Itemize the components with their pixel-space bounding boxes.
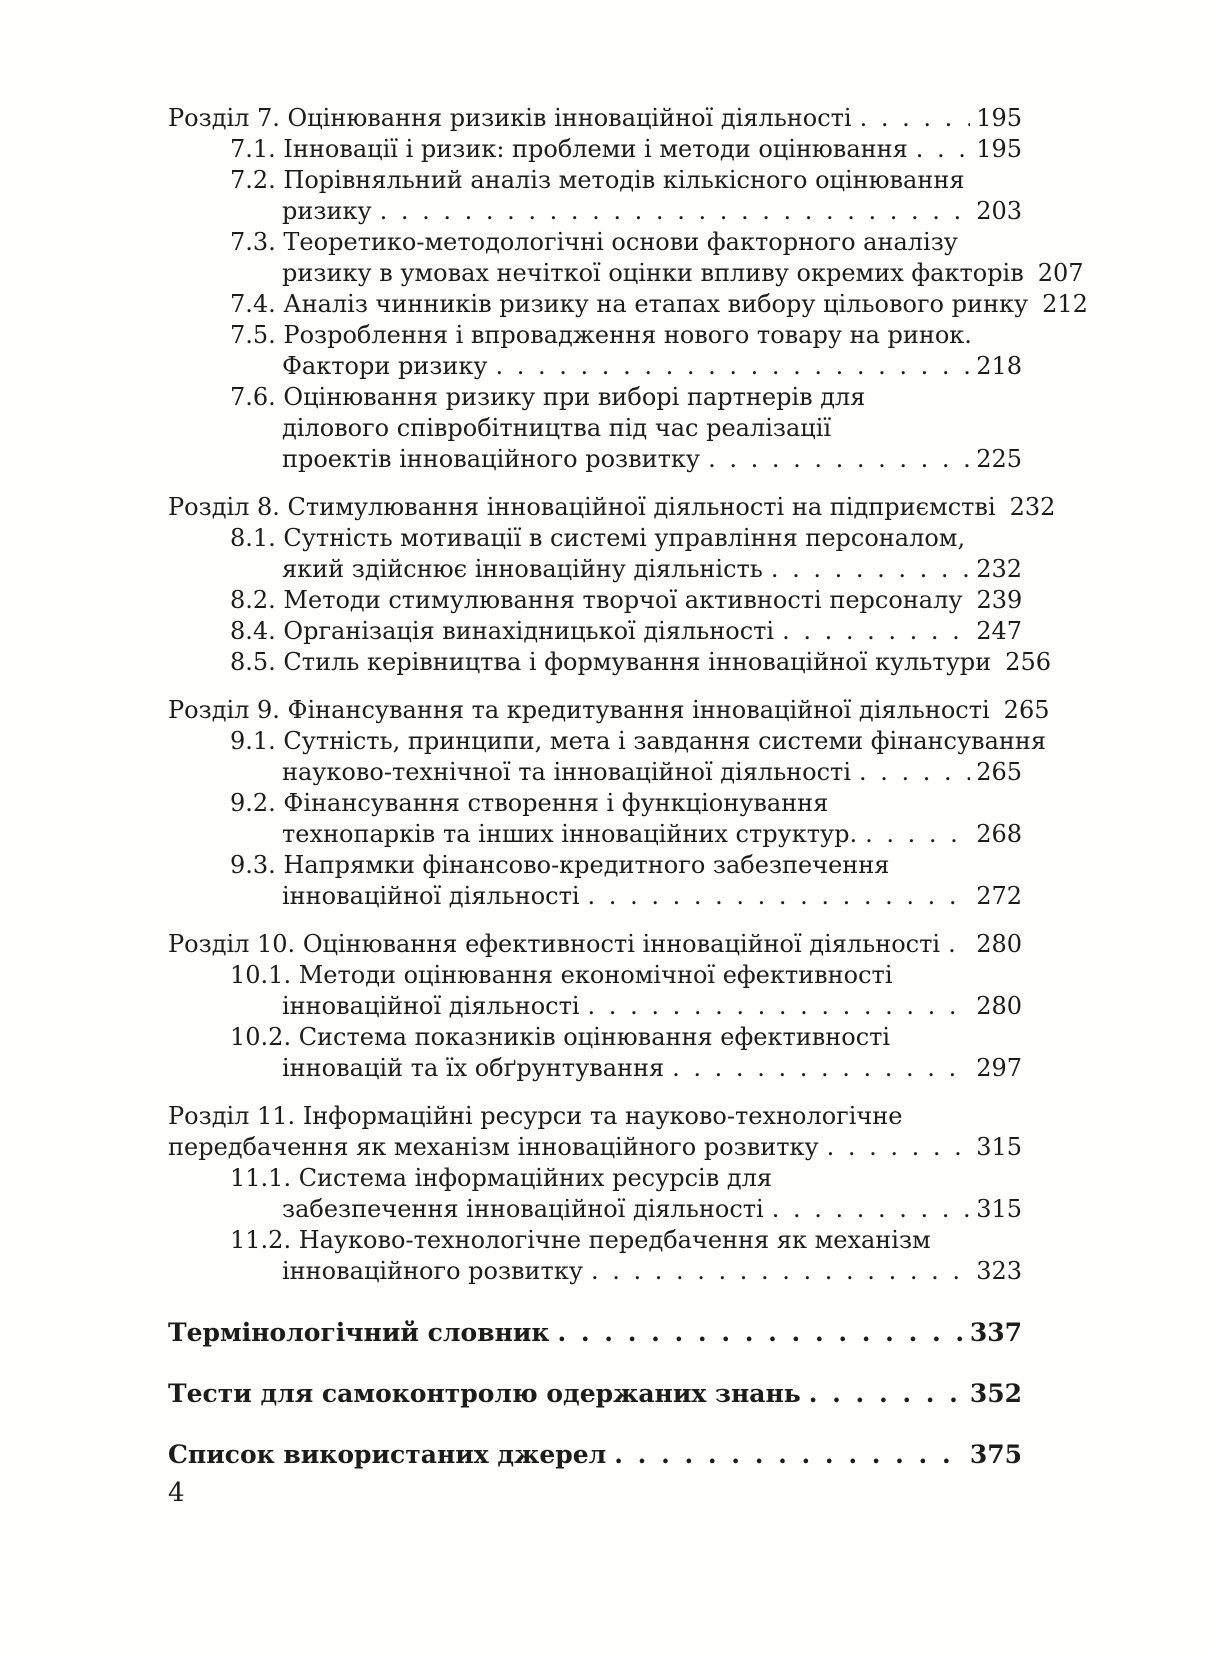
toc-line-text: ризику bbox=[282, 197, 372, 225]
toc-page-number: 323 bbox=[976, 1257, 1022, 1285]
toc-line bbox=[168, 289, 1088, 320]
toc-page-number: 212 bbox=[1042, 290, 1088, 318]
toc-line-text: 10.1. Методи оцінювання економічної ефективності bbox=[230, 961, 893, 989]
toc-line bbox=[168, 881, 1022, 912]
toc-line-text: 7.2. Порівняльний аналіз методів кількісного оцінювання bbox=[230, 166, 965, 194]
toc-line-text: 10.2. Система показників оцінювання ефективності bbox=[230, 1023, 891, 1051]
toc-page-number: 195 bbox=[976, 135, 1022, 163]
toc-line bbox=[168, 196, 1022, 227]
toc-page-number: 352 bbox=[969, 1379, 1022, 1408]
toc-line-text: 8.4. Організація винахідницької діяльності bbox=[230, 617, 775, 645]
toc-line bbox=[168, 647, 1051, 678]
toc-entry-section bbox=[168, 616, 1022, 647]
toc-entry-section bbox=[168, 134, 1022, 165]
toc-line bbox=[168, 960, 1022, 991]
toc-line-text: 7.4. Аналіз чинників ризику на етапах вибору цільового ринку bbox=[230, 290, 1029, 318]
toc-entry-section bbox=[168, 726, 1047, 788]
toc-page-number: 218 bbox=[976, 352, 1022, 380]
toc-entry-chapter bbox=[168, 103, 1022, 134]
toc-entry-section bbox=[168, 1022, 1022, 1084]
toc-line-text: ризику в умовах нечіткої оцінки впливу окремих факторів bbox=[282, 259, 1024, 287]
toc-entry-section bbox=[168, 585, 1022, 616]
toc-line bbox=[168, 616, 1022, 647]
toc-line bbox=[168, 1439, 1022, 1470]
toc-page-number: 225 bbox=[976, 445, 1022, 473]
page-folio: 4 bbox=[168, 1478, 185, 1508]
toc-line-text: 8.1. Сутність мотивації в системі управління персоналом, bbox=[230, 524, 966, 552]
toc-line-text: науково-технічної та інноваційної діяльності bbox=[282, 758, 852, 786]
dot-leader bbox=[809, 1378, 964, 1409]
toc-line bbox=[168, 991, 1022, 1022]
toc-line bbox=[168, 1022, 1022, 1053]
toc-line bbox=[168, 320, 1022, 351]
toc-line bbox=[168, 1317, 1022, 1348]
toc-page-number: 265 bbox=[976, 758, 1022, 786]
toc-line-text: технопарків та інших інноваційних структур. bbox=[282, 820, 858, 848]
toc-line-text: Розділ 8. Стимулювання інноваційної діяльності на підприємстві bbox=[168, 493, 996, 521]
toc-line-text: Розділ 11. Інформаційні ресурси та науково-технологічне bbox=[168, 1102, 903, 1130]
toc-page-number: 280 bbox=[976, 930, 1022, 958]
toc-entry-section bbox=[168, 1163, 1022, 1225]
toc-page-number: 247 bbox=[976, 617, 1022, 645]
dot-leader bbox=[782, 616, 970, 647]
toc-entry-backmatter bbox=[168, 1439, 1022, 1470]
dot-leader bbox=[614, 1439, 964, 1470]
toc-entry-section bbox=[168, 850, 1022, 912]
toc-entry-section bbox=[168, 382, 1022, 475]
toc-line-text: 11.1. Система інформаційних ресурсів для bbox=[230, 1164, 773, 1192]
dot-leader bbox=[827, 1132, 971, 1163]
toc-line-text: забезпечення інноваційної діяльності bbox=[282, 1195, 764, 1223]
toc-line-text: Фактори ризику bbox=[282, 352, 488, 380]
toc-line-text: інноваційної діяльності bbox=[282, 882, 580, 910]
toc-line bbox=[168, 929, 1022, 960]
dot-leader bbox=[708, 444, 970, 475]
toc-line bbox=[168, 1101, 1022, 1132]
toc-line-text: 9.1. Сутність, принципи, мета і завдання системи фінансування bbox=[230, 727, 1047, 755]
toc-line bbox=[168, 413, 1022, 444]
toc-page-number: 280 bbox=[976, 992, 1022, 1020]
toc-page-number: 232 bbox=[976, 555, 1022, 583]
toc-line bbox=[168, 134, 1022, 165]
toc-line bbox=[168, 1163, 1022, 1194]
dot-leader bbox=[588, 991, 971, 1022]
toc-page-number: 315 bbox=[976, 1133, 1022, 1161]
toc-line bbox=[168, 444, 1022, 475]
dot-leader bbox=[772, 1194, 970, 1225]
toc-page-number: 268 bbox=[976, 820, 1022, 848]
toc-line bbox=[168, 492, 1056, 523]
toc-line-text: передбачення як механізм інноваційного розвитку bbox=[168, 1133, 819, 1161]
toc-line bbox=[168, 850, 1022, 881]
dot-leader bbox=[859, 757, 970, 788]
toc-page-number: 315 bbox=[976, 1195, 1022, 1223]
toc-entry-backmatter bbox=[168, 1317, 1022, 1348]
toc-entry-section bbox=[168, 1225, 1022, 1287]
toc-line bbox=[168, 1194, 1022, 1225]
toc-line-text: Розділ 9. Фінансування та кредитування інноваційної діяльності bbox=[168, 696, 990, 724]
toc-line-text: інноваційного розвитку bbox=[282, 1257, 583, 1285]
toc-entry-chapter bbox=[168, 695, 1050, 726]
toc-line-text: 7.5. Розроблення і впровадження нового товару на ринок. bbox=[230, 321, 972, 349]
dot-leader bbox=[380, 196, 971, 227]
toc-line-text: проектів інноваційного розвитку bbox=[282, 445, 701, 473]
toc-page-number: 256 bbox=[1005, 648, 1051, 676]
dot-leader bbox=[865, 819, 970, 850]
toc-page-number: 203 bbox=[976, 197, 1022, 225]
toc-line-text: Термінологічний словник bbox=[168, 1318, 550, 1347]
toc-line-text: інноваційної діяльності bbox=[282, 992, 580, 1020]
dot-leader bbox=[948, 929, 970, 960]
toc-entry-section bbox=[168, 788, 1022, 850]
toc-entry-chapter bbox=[168, 492, 1056, 523]
toc-entry-section bbox=[168, 165, 1022, 227]
toc-line-text: Список використаних джерел bbox=[168, 1440, 607, 1469]
toc-page-number: 207 bbox=[1037, 259, 1084, 287]
toc-line-text: 9.3. Напрямки фінансово-кредитного забезпечення bbox=[230, 851, 890, 879]
dot-leader bbox=[496, 351, 971, 382]
toc-line bbox=[168, 585, 1022, 616]
toc-page-number: 265 bbox=[1003, 696, 1050, 724]
toc-line bbox=[168, 757, 1022, 788]
toc-entry-section bbox=[168, 523, 1022, 585]
toc-line-text: 8.2. Методи стимулювання творчої активності персоналу bbox=[230, 586, 963, 614]
toc-line bbox=[168, 819, 1022, 850]
toc-line-text: Розділ 10. Оцінювання ефективності інноваційної діяльності bbox=[168, 930, 941, 958]
toc-page-number: 272 bbox=[976, 882, 1022, 910]
toc-line-text: ділового співробітництва під час реалізації bbox=[282, 414, 832, 442]
toc-line bbox=[168, 258, 1084, 289]
toc-entry-backmatter bbox=[168, 1378, 1022, 1409]
toc-line bbox=[168, 1053, 1022, 1084]
dot-leader bbox=[588, 881, 971, 912]
dot-leader bbox=[771, 554, 970, 585]
toc-line bbox=[168, 382, 1022, 413]
toc-line-text: 7.1. Інновації і ризик: проблеми і методи оцінювання bbox=[230, 135, 908, 163]
toc-line-text: 7.3. Теоретико-методологічні основи факторного аналізу bbox=[230, 228, 958, 256]
toc-entry-section bbox=[168, 960, 1022, 1022]
toc-line bbox=[168, 103, 1022, 134]
toc-page-number: 232 bbox=[1009, 493, 1056, 521]
toc-line-text: який здійснює інноваційну діяльність bbox=[282, 555, 763, 583]
toc-line bbox=[168, 554, 1022, 585]
dot-leader bbox=[557, 1317, 963, 1348]
toc-line bbox=[168, 523, 1022, 554]
toc-page-number: 239 bbox=[976, 586, 1023, 614]
dot-leader bbox=[591, 1256, 970, 1287]
toc-page-number: 337 bbox=[969, 1318, 1022, 1347]
toc-line bbox=[168, 1132, 1022, 1163]
toc-line-text: 11.2. Науково-технологічне передбачення як механізм bbox=[230, 1226, 931, 1254]
dot-leader bbox=[672, 1053, 970, 1084]
toc-entry-section bbox=[168, 227, 1084, 289]
toc-line bbox=[168, 695, 1050, 726]
toc-line-text: інновацій та їх обґрунтування bbox=[282, 1054, 665, 1082]
dot-leader bbox=[860, 103, 971, 134]
toc-line bbox=[168, 351, 1022, 382]
toc-line bbox=[168, 1256, 1022, 1287]
toc-page-number: 375 bbox=[969, 1440, 1022, 1469]
toc-entry-section bbox=[168, 289, 1088, 320]
dot-leader bbox=[916, 134, 970, 165]
toc-line bbox=[168, 1225, 1022, 1256]
toc-entry-chapter bbox=[168, 1101, 1022, 1163]
toc-line bbox=[168, 227, 1022, 258]
toc-line-text: Тести для самоконтролю одержаних знань bbox=[168, 1379, 801, 1408]
toc-line bbox=[168, 726, 1047, 757]
toc-line bbox=[168, 788, 1022, 819]
toc-line bbox=[168, 1378, 1022, 1409]
toc-line-text: 9.2. Фінансування створення і функціонування bbox=[230, 789, 829, 817]
toc-page-number: 297 bbox=[976, 1054, 1022, 1082]
toc-entry-chapter bbox=[168, 929, 1022, 960]
toc-entry-section bbox=[168, 647, 1051, 678]
toc-line bbox=[168, 165, 1022, 196]
toc-line-text: 8.5. Стиль керівництва і формування інноваційної культури bbox=[230, 648, 992, 676]
toc-line-text: Розділ 7. Оцінювання ризиків інноваційної діяльності bbox=[168, 104, 852, 132]
toc-line-text: 7.6. Оцінювання ризику при виборі партнерів для bbox=[230, 383, 866, 411]
toc-page-number: 195 bbox=[976, 104, 1022, 132]
toc-entry-section bbox=[168, 320, 1022, 382]
